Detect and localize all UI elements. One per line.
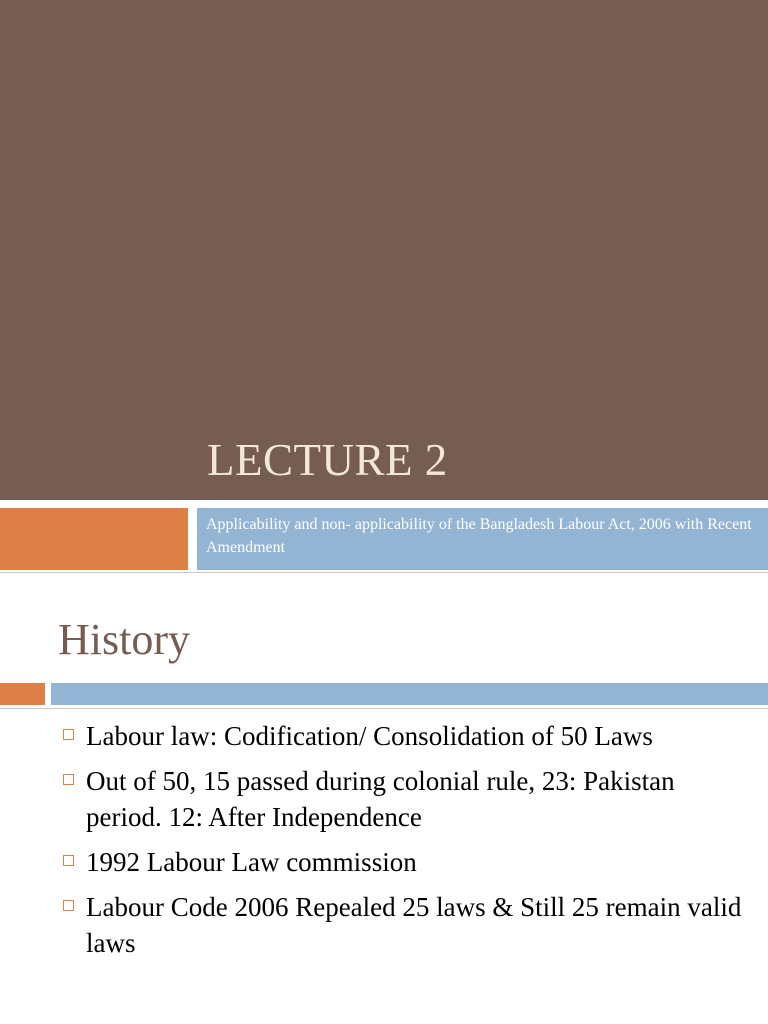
hollow-square-icon [63,855,74,866]
bullet-item [60,889,750,961]
title-background [0,0,768,500]
hollow-square-icon [63,729,74,740]
bullet-text: Out of 50, 15 passed during colonial rule, 23: Pakistan period. 12: After Independence [86,766,675,832]
slide-subtitle: Applicability and non- applicability of the Bangladesh Labour Act, 2006 with Recent Amendment [206,516,752,556]
bullet-text: 1992 Labour Law commission [86,847,417,877]
bullet-text: Labour law: Codification/ Consolidation of 50 Laws [86,721,653,751]
slide-title: LECTURE 2 [207,435,448,485]
accent-bar-blue [51,683,768,705]
bullet-item [60,844,750,880]
bullet-item [60,763,750,835]
heading-rule [0,708,768,709]
bullet-list [60,718,750,970]
hollow-square-icon [63,774,74,785]
accent-bar-orange-small [0,683,45,705]
slide-divider [0,572,768,573]
bullet-text: Labour Code 2006 Repealed 25 laws & Still 25 remain valid laws [86,892,742,958]
section-heading: History [58,615,190,664]
bullet-item [60,718,750,754]
accent-bar-orange [0,508,188,570]
hollow-square-icon [63,900,74,911]
